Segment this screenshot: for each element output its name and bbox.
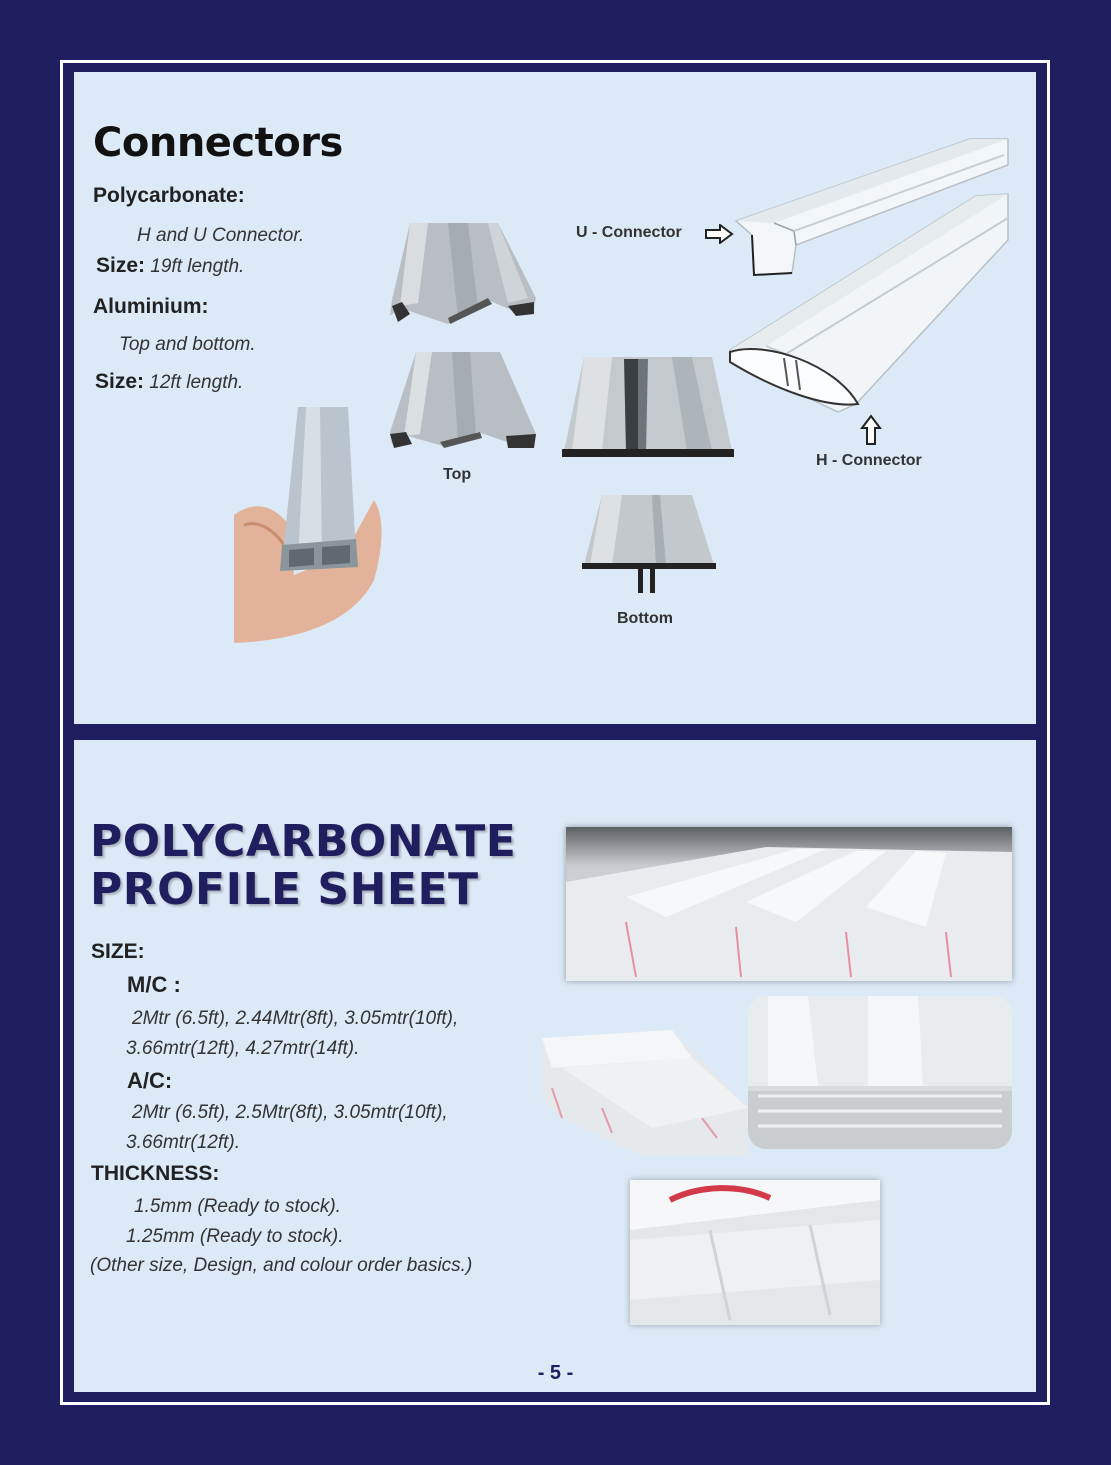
poly-size-value: 19ft length.: [150, 256, 245, 277]
mc-label: M/C :: [127, 972, 181, 997]
ac-label: A/C:: [127, 1068, 173, 1093]
h-connector-photo: [726, 190, 1010, 420]
profile-sheet-photo-3: [748, 996, 1012, 1149]
alu-size-line: [95, 370, 243, 394]
connectors-title: Connectors: [93, 120, 343, 166]
h-connector-label: H - Connector: [816, 452, 922, 469]
alu-size-label: Size:: [95, 370, 145, 393]
up-arrow-icon: [860, 414, 882, 446]
top-caption: Top: [443, 466, 472, 483]
ac-line2: 3.66mtr(12ft).: [126, 1132, 241, 1153]
aluminium-top-photo-2: [388, 348, 538, 450]
profile-sheet-photo-2: [542, 1028, 748, 1156]
size-heading: SIZE:: [91, 940, 145, 963]
aluminium-bottom-photo-1: [562, 355, 734, 463]
mc-line1: 2Mtr (6.5ft), 2.44Mtr(8ft), 3.05mtr(10ft),: [132, 1008, 459, 1029]
bottom-caption: Bottom: [617, 610, 673, 627]
profile-title-line2: PROFILE SHEET: [90, 864, 479, 915]
aluminium-top-photo-1: [388, 218, 538, 328]
polycarbonate-desc: H and U Connector.: [137, 225, 305, 246]
hand-holding-profile-photo: [234, 405, 386, 643]
thickness-heading: THICKNESS:: [91, 1162, 220, 1185]
poly-size-line: [96, 254, 244, 278]
u-connector-label: U - Connector: [576, 224, 682, 241]
page-number: - 5 -: [537, 1362, 574, 1384]
poly-size-label: Size:: [96, 254, 146, 277]
alu-size-value: 12ft length.: [149, 372, 244, 393]
profile-title-line1: POLYCARBONATE: [90, 816, 517, 867]
order-note: (Other size, Design, and colour order basics.): [90, 1255, 473, 1276]
aluminium-bottom-photo-2: [582, 493, 716, 595]
mc-line2: 3.66mtr(12ft), 4.27mtr(14ft).: [126, 1038, 360, 1059]
thickness-line2: 1.25mm (Ready to stock).: [126, 1226, 344, 1247]
profile-sheet-photo-1: [566, 827, 1012, 981]
aluminium-desc: Top and bottom.: [119, 334, 256, 355]
aluminium-heading: Aluminium:: [93, 295, 209, 318]
ac-line1: 2Mtr (6.5ft), 2.5Mtr(8ft), 3.05mtr(10ft),: [132, 1102, 448, 1123]
thickness-line1: 1.5mm (Ready to stock).: [134, 1196, 341, 1217]
polycarbonate-heading: Polycarbonate:: [93, 184, 245, 207]
profile-sheet-photo-4: [630, 1180, 880, 1325]
